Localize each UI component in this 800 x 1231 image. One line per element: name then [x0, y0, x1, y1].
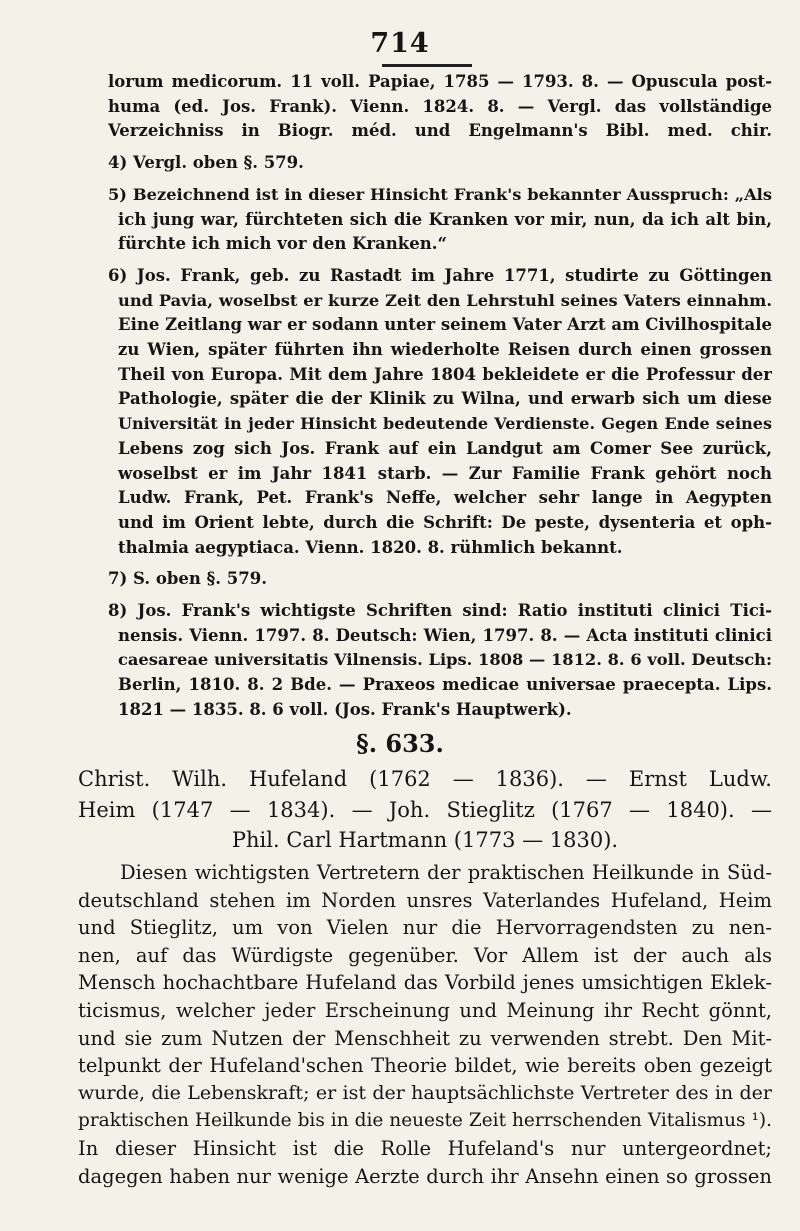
footnote-line: thalmia aegyptiaca. Vienn. 1820. 8. rühmlich bekannt. [118, 537, 623, 557]
body-paragraph [78, 859, 772, 1190]
footnote-7 [108, 567, 772, 592]
footnote-line: ich jung war, fürchteten sich die Kranken vor mir, nun, da ich alt bin, [118, 209, 772, 229]
body-line: und sie zum Nutzen der Menschheit zu verwenden strebt. Den Mit- [78, 1026, 772, 1050]
footnote-line: 4) Vergl. oben §. 579. [108, 153, 304, 173]
section-number: §. 633. [356, 729, 444, 758]
body-line: Mensch hochachtbare Hufeland das Vorbild jenes umsichtigen Eklek- [78, 971, 772, 995]
footnote-line: und im Orient lebte, durch die Schrift: De peste, dysenteria et oph- [118, 512, 772, 532]
footnote-line: fürchte ich mich vor den Kranken.“ [118, 234, 447, 254]
page-number: 714 [370, 28, 430, 59]
heading-line: Heim (1747 — 1834). — Joh. Stieglitz (1767 — 1840). — [78, 797, 772, 822]
footnote-line: Eine Zeitlang war er sodann unter seinem Vater Arzt am Civilhospitale [118, 315, 772, 335]
footnote-line: 1821 — 1835. 8. 6 voll. (Jos. Frank's Hauptwerk). [118, 699, 572, 719]
body-line: In dieser Hinsicht ist die Rolle Hufeland's nur untergeordnet; [78, 1136, 772, 1160]
footnote-line: 5) Bezeichnend ist in dieser Hinsicht Frank's bekannter Ausspruch: „Als [108, 184, 772, 204]
body-line: wurde, die Lebenskraft; er ist der hauptsächlichste Vertreter des in der [78, 1081, 772, 1104]
footnote-line: Pathologie, später die der Klinik zu Wilna, und erwarb sich um diese [118, 389, 772, 409]
body-line: ticismus, welcher jeder Erscheinung und Meinung ihr Recht gönnt, [78, 998, 772, 1022]
body-line: und Stieglitz, um von Vielen nur die Hervorragendsten zu nen- [78, 916, 772, 940]
footnote-line: woselbst er im Jahr 1841 starb. — Zur Familie Frank gehört noch [118, 463, 772, 483]
footnote-line: 8) Jos. Frank's wichtigste Schriften sind: Ratio instituti clinici Tici- [108, 601, 772, 621]
body-line: telpunkt der Hufeland'schen Theorie bildet, wie bereits oben gezeigt [78, 1054, 772, 1078]
body-line: deutschland stehen im Norden unsres Vaterlandes Hufeland, Heim [78, 888, 772, 912]
body-line: dagegen haben nur wenige Aerzte durch ihr Ansehn einen so grossen [78, 1164, 772, 1188]
body-line: praktischen Heilkunde bis in die neueste Zeit herrschenden Vitalismus ¹). [78, 1110, 772, 1132]
footnote-line: Ludw. Frank, Pet. Frank's Neffe, welcher sehr lange in Aegypten [118, 488, 772, 508]
footnote-6 [108, 264, 772, 560]
footnote-line: zu Wien, später führten ihn wiederholte Reisen durch einen grossen [118, 340, 772, 360]
body-line: nen, auf das Würdigste gegenüber. Vor Allem ist der auch als [78, 943, 772, 967]
footnote-line: Verzeichniss in Biogr. méd. und Engelmann's Bibl. med. chir. [108, 121, 772, 141]
heading-line: Phil. Carl Hartmann (1773 — 1830). [231, 828, 619, 852]
page-number-rule [382, 64, 472, 67]
footnote-line: lorum medicorum. 11 voll. Papiae, 1785 — 1793. 8. — Opuscula post- [108, 72, 772, 91]
section-heading [78, 764, 772, 856]
footnote-4 [108, 151, 772, 176]
footnote-line: Berlin, 1810. 8. 2 Bde. — Praxeos medicae universae praecepta. Lips. [118, 675, 772, 695]
footnote-line: nensis. Vienn. 1797. 8. Deutsch: Wien, 1797. 8. — Acta instituti clinici [118, 625, 772, 645]
heading-line: Christ. Wilh. Hufeland (1762 — 1836). — Ernst Ludw. [78, 767, 772, 791]
footnote-line: huma (ed. Jos. Frank). Vienn. 1824. 8. — Vergl. das vollständige [108, 96, 772, 116]
footnote-line: und Pavia, woselbst er kurze Zeit den Lehrstuhl seines Vaters einnahm. [118, 290, 772, 310]
footnote-continuation [108, 70, 772, 144]
footnote-line: Universität in jeder Hinsicht bedeutende Verdienste. Gegen Ende seines [118, 414, 772, 434]
footnote-8 [108, 599, 772, 723]
footnote-line: Lebens zog sich Jos. Frank auf ein Landgut am Comer See zurück, [118, 438, 772, 458]
footnote-line: 6) Jos. Frank, geb. zu Rastadt im Jahre 1771, studirte zu Göttingen [108, 265, 772, 285]
body-line: Diesen wichtigsten Vertretern der praktischen Heilkunde in Süd- [120, 861, 772, 884]
footnotes-block [108, 70, 772, 723]
footnote-line: 7) S. oben §. 579. [108, 569, 267, 589]
footnote-5 [108, 183, 772, 257]
footnote-line: Theil von Europa. Mit dem Jahre 1804 bekleidete er die Professur der [118, 364, 772, 384]
footnote-line: caesareae universitatis Vilnensis. Lips. 1808 — 1812. 8. 6 voll. Deutsch: [118, 650, 772, 670]
